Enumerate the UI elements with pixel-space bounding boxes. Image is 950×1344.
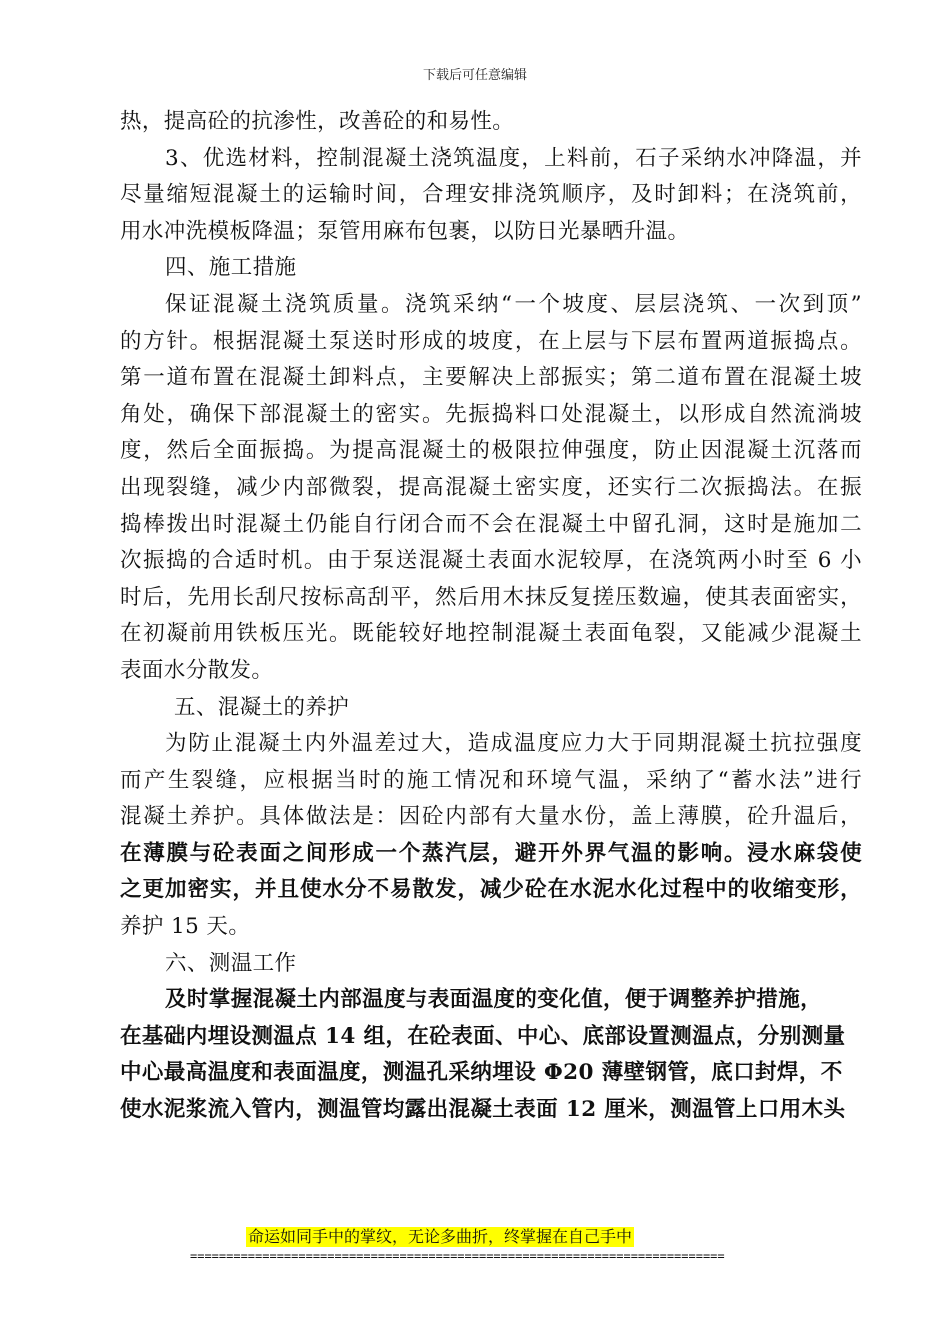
paragraph-line: 时后，先用长刮尺按标高刮平，然后用木抹反复搓压数遍，使其表面密实， [120,584,862,610]
paragraph-line: 混凝土养护。具体做法是：因砼内部有大量水份，盖上薄膜，砼升温后， [120,804,862,830]
paragraph-line: 角处，确保下部混凝土的密实。先振捣料口处混凝土，以形成自然流淌坡 [120,401,862,427]
footer-motto: 命运如同手中的掌纹，无论多曲折，终掌握在自己手中 [248,1227,633,1246]
paragraph-line: 养护 15 天。 [120,914,251,940]
paragraph-line: 出现裂缝，减少内部微裂，提高混凝土密实度，还实行二次振捣法。在振 [120,474,862,500]
paragraph-line: 保证混凝土浇筑质量。浇筑采纳“一个坡度、层层浇筑、一次到顶” [165,291,862,317]
paragraph-line: 第一道布置在混凝土卸料点，主要解决上部振实；第二道布置在混凝土坡 [120,365,862,391]
paragraph-line: 3、优选材料，控制混凝土浇筑温度，上料前，石子采纳水冲降温，并 [165,145,862,171]
paragraph-line: 在基础内埋设测温点 14 组，在砼表面、中心、底部设置测温点，分别测量 [120,1023,846,1049]
paragraph-line: 表面水分散发。 [120,657,274,683]
paragraph-line: 尽量缩短混凝土的运输时间，合理安排浇筑顺序，及时卸料；在浇筑前， [120,182,862,208]
paragraph-line: 中心最高温度和表面温度，测温孔采纳埋设 Φ20 薄壁钢管，底口封焊，不 [120,1060,843,1086]
paragraph-line: 在薄膜与砼表面之间形成一个蒸汽层，避开外界气温的影响。浸水麻袋使 [120,840,862,866]
section-heading: 六、测温工作 [165,950,297,976]
section-heading: 五、混凝土的养护 [174,694,350,720]
header-note: 下载后可任意编辑 [422,68,527,83]
paragraph-line: 而产生裂缝，应根据当时的施工情况和环境气温，采纳了“蓄水法”进行 [120,767,862,793]
paragraph-line: 使水泥浆流入管内，测温管均露出混凝土表面 12 厘米，测温管上口用木头 [120,1097,846,1123]
paragraph-line: 用水冲洗模板降温；泵管用麻布包裹，以防日光暴晒升温。 [120,218,690,244]
paragraph-line: 为防止混凝土内外温差过大，造成温度应力大于同期混凝土抗拉强度 [165,731,862,757]
paragraph-line: 在初凝前用铁板压光。既能较好地控制混凝土表面龟裂，又能减少混凝土 [120,621,862,647]
paragraph-line: 次振捣的合适时机。由于泵送混凝土表面水泥较厚，在浇筑两小时至 6 小 [120,548,862,574]
paragraph-line: 之更加密实，并且使水分不易散发，减少砼在水泥水化过程中的收缩变形， [120,877,862,903]
paragraph-line: 捣棒拨出时混凝土仍能自行闭合而不会在混凝土中留孔洞，这时是施加二 [120,511,862,537]
paragraph-line: 及时掌握混凝土内部温度与表面温度的变化值，便于调整养护措施， [165,987,823,1013]
paragraph-line: 热，提高砼的抗渗性，改善砼的和易性。 [120,109,515,134]
paragraph-line: 的方针。根据混凝土泵送时形成的坡度，在上层与下层布置两道振捣点。 [120,328,862,354]
document-body [120,104,862,1129]
footer-divider: ========================================================================== [190,1249,725,1263]
section-heading: 四、施工措施 [165,255,297,281]
paragraph-line: 度，然后全面振捣。为提高混凝土的极限拉伸强度，防止因混凝土沉落而 [120,438,862,464]
